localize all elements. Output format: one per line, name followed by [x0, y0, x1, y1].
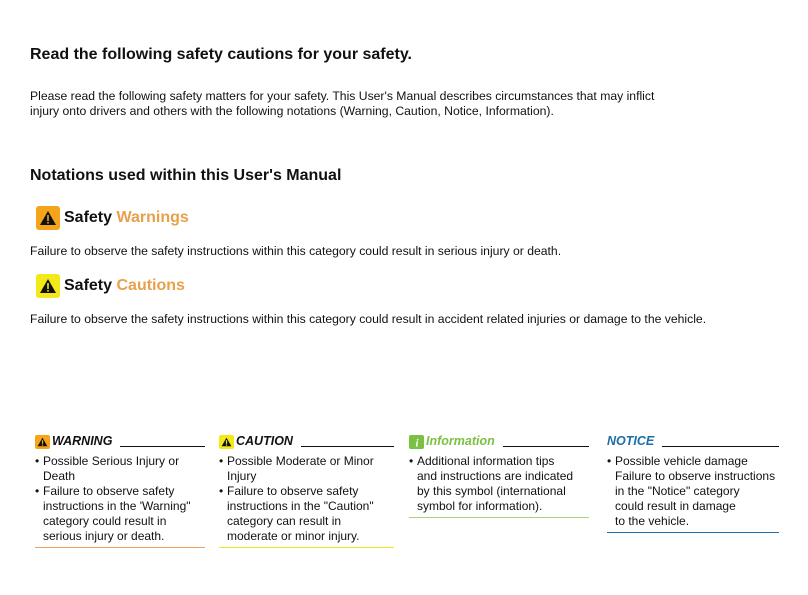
legend-warning — [35, 431, 205, 548]
list-item-text: by this symbol (international — [417, 484, 566, 498]
safety-cautions-word2: Cautions — [116, 277, 185, 294]
warning-triangle-icon — [35, 435, 50, 449]
legend-caution — [219, 431, 394, 548]
divider — [503, 446, 589, 447]
intro-paragraph: Please read the following safety matters for your safety. This User's Manual describes circumstances that may inflict injury onto drivers and others with the following notations (Warning, Caution, Notice, Information). — [30, 89, 655, 118]
divider — [120, 446, 205, 447]
legend-warning-label: WARNING — [52, 434, 113, 448]
warning-triangle-icon — [219, 435, 234, 449]
warning-triangle-icon — [36, 274, 60, 298]
list-item — [35, 484, 205, 544]
list-item-text: • Possible vehicle damage — [615, 454, 748, 468]
legend-notice-label: NOTICE — [607, 434, 655, 448]
list-item-text: moderate or minor injury. — [227, 529, 360, 543]
list-item — [219, 484, 394, 544]
list-item — [35, 454, 205, 484]
legend-caution-label: CAUTION — [236, 434, 293, 448]
list-item-text: • Possible Serious Injury or — [43, 454, 180, 468]
page-heading: Read the following safety cautions for your safety. — [30, 46, 412, 63]
list-item-text: could result in damage — [615, 499, 736, 513]
safety-warnings-description: Failure to observe the safety instructions within this category could result in serious injury or death. — [30, 244, 562, 258]
list-item-text: serious injury or death. — [43, 529, 165, 543]
list-item — [607, 454, 779, 529]
svg-text:i: i — [414, 437, 419, 448]
notations-heading: Notations used within this User's Manual — [30, 167, 342, 184]
list-item-text: Failure to observe instructions — [615, 469, 776, 483]
info-icon — [409, 435, 424, 449]
list-item-text: instructions in the 'Warning" — [43, 499, 191, 513]
list-item-text: and instructions are indicated — [417, 469, 574, 483]
list-item-text: • Failure to observe safety — [227, 484, 359, 498]
list-item-text: instructions in the "Caution" — [227, 499, 374, 513]
legend-information-label: Information — [426, 434, 495, 448]
safety-cautions-word1: Safety — [64, 277, 113, 294]
list-item-text: • Failure to observe safety — [43, 484, 175, 498]
safety-warnings-title — [36, 205, 189, 231]
warning-triangle-icon — [36, 206, 60, 230]
legend-information — [409, 431, 589, 518]
list-item-text: in the "Notice" category — [615, 484, 740, 498]
safety-warnings-word2: Warnings — [116, 209, 189, 226]
list-item-text: to the vehicle. — [615, 514, 690, 528]
list-item-text: Injury — [227, 469, 257, 483]
list-item-text: category can result in — [227, 514, 342, 528]
list-item-text: • Possible Moderate or Minor — [227, 454, 374, 468]
safety-cautions-title — [36, 273, 185, 299]
list-item — [409, 454, 589, 514]
safety-warnings-word1: Safety — [64, 209, 113, 226]
list-item — [219, 454, 394, 484]
list-item-text: category could result in — [43, 514, 167, 528]
list-item-text: Death — [43, 469, 76, 483]
legend-notice — [607, 431, 779, 533]
list-item-text: symbol for information). — [417, 499, 543, 513]
divider — [662, 446, 779, 447]
list-item-text: • Additional information tips — [417, 454, 555, 468]
safety-cautions-description: Failure to observe the safety instructions within this category could result in accident related injuries or damage to the vehicle. — [30, 312, 707, 326]
divider — [301, 446, 394, 447]
